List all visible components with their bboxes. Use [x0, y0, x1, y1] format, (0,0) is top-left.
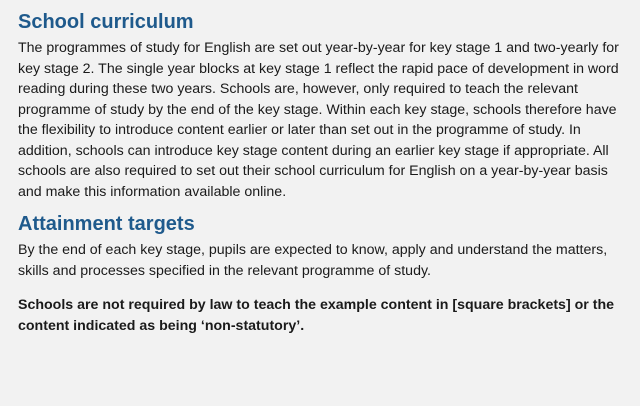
- section-body-school-curriculum: The programmes of study for English are set out year-by-year for key stage 1 and two-yearly for key stage 2. The single year blocks at key stage 1 reflect the rapid pace of development in word reading during these two years. Schools are, however, only required to teach the relevant programme of study by the end of the key stage. Within each key stage, schools therefore have the flexibility to introduce content earlier or later than set out in the programme of study. In addition, schools can introduce key stage content during an earlier key stage if appropriate. All schools are also required to set out their school curriculum for English on a year-by-year basis and make this information available online.: [18, 40, 619, 200]
- statutory-note: Schools are not required by law to teach the example content in [square brackets] or the content indicated as being ‘non-statutory’.: [18, 297, 615, 334]
- section-heading-school-curriculum: School curriculum: [18, 11, 194, 33]
- section-heading-attainment-targets: Attainment targets: [18, 213, 195, 235]
- section-body-attainment-targets: By the end of each key stage, pupils are expected to know, apply and understand the matters, skills and processes specified in the relevant programme of study.: [18, 242, 608, 279]
